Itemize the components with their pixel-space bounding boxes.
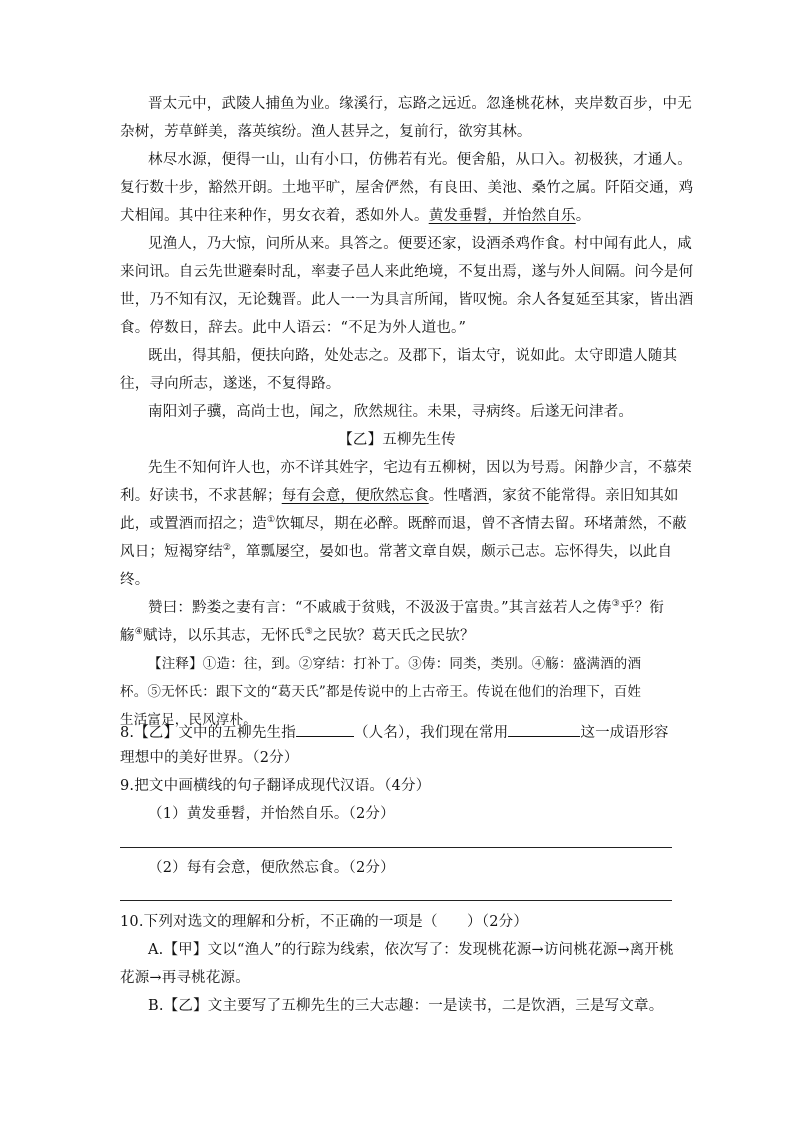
underlined-sentence-1: 黄发垂髫，并怡然自乐: [428, 208, 576, 224]
q8-line2: 理想中的美好世界。（2分）: [120, 750, 299, 766]
q8-text-a: 8.【乙】文中的五柳先生指: [120, 725, 296, 741]
yi-p2-line2: [120, 626, 475, 646]
yi-p2-line1-text: 赞曰：黔娄之妻有言：“不戚戚于贫贱，不汲汲于富贵。”其言兹若人之俦: [148, 600, 612, 616]
yi-p1-line2-end: 。性嗜酒，家贫不能常得。亲旧知其如: [428, 488, 679, 504]
yi-p2-line2-mid: 赋诗，以乐其志，无怀氏: [142, 628, 305, 644]
jia-p5: 南阳刘子骥，高尚士也，闻之，欣然规往。未果，寻病终。后遂无问津者。: [148, 404, 634, 420]
yi-p2-line2-end: 之民欤？葛天氏之民欤？: [312, 628, 475, 644]
q9-sub1: （1）黄发垂髫，并怡然自乐。（2分）: [148, 806, 395, 822]
q9-sub2: （2）每有会意，便欣然忘食。（2分）: [148, 860, 395, 876]
jia-p3-line3: 世，乃不知有汉，无论魏晋。此人一一为具言所闻，皆叹惋。余人各复延至其家，皆出酒: [120, 292, 694, 308]
jia-p2-line2: 复行数十步，豁然开朗。土地平旷，屋舍俨然，有良田、美池、桑竹之属。阡陌交通，鸡: [120, 180, 694, 196]
jia-p1-line1: 晋太元中，武陵人捕鱼为业。缘溪行，忘路之远近。忽逢桃花林，夹岸数百步，中无: [148, 96, 692, 112]
q10-stem: 10.下列对选文的理解和分析，不正确的一项是（ ）（2分）: [120, 914, 529, 930]
jia-p2-line1: 林尽水源，便得一山，山有小口，仿佛若有光。便舍船，从口入。初极狭，才通人。: [148, 152, 692, 168]
yi-p1-line1: 先生不知何许人也，亦不详其姓字，宅边有五柳树，因以为号焉。闲静少言，不慕荣: [148, 460, 692, 476]
jia-p2-line3-end: 。: [575, 208, 591, 224]
q10-option-a-line1: A.【甲】文以“渔人”的行踪为线索，依次写了：发现桃花源→访问桃花源→离开桃: [148, 942, 674, 958]
q8-blank-idiom[interactable]: [508, 722, 580, 737]
jia-p2-line3-text: 犬相闻。其中往来种作，男女衣着，悉如外人。: [120, 208, 429, 224]
yi-p1-line3: [120, 514, 687, 534]
q8-line1: [120, 722, 669, 743]
yi-title: 【乙】五柳先生传: [338, 432, 456, 448]
note-mark-4: ④: [134, 627, 143, 638]
yi-p2-line1-end: 乎？衔: [619, 600, 665, 616]
notes-line1: 【注释】①造：往，到。②穿结：打补丁。③俦：同类，类别。④觞：盛满酒的酒: [148, 656, 642, 672]
q9-answer-line-1[interactable]: [120, 847, 672, 848]
q8-text-b: （人名），我们现在常用: [353, 725, 509, 741]
q9-stem: 9.把文中画横线的句子翻译成现代汉语。（4分）: [120, 778, 431, 794]
note-mark-3: ③: [611, 599, 620, 610]
jia-p3-line2: 来问讯。自云先世避秦时乱，率妻子邑人来此绝境，不复出焉，遂与外人间隔。问今是何: [120, 264, 694, 280]
q8-blank-name[interactable]: [296, 722, 354, 737]
underlined-sentence-2: 每有会意，便欣然忘食: [281, 488, 429, 504]
note-mark-1: ①: [267, 515, 276, 526]
notes-line3: 生活富足，民风淳朴。: [120, 712, 257, 728]
q10-option-b: B.【乙】文主要写了五柳先生的三大志趣：一是读书，二是饮酒，三是写文章。: [148, 998, 664, 1014]
q10-option-a-line2: 花源→再寻桃花源。: [120, 970, 250, 986]
jia-p1-line2: 杂树，芳草鲜美，落英缤纷。渔人甚异之，复前行，欲穷其林。: [120, 124, 532, 140]
yi-p1-line4-end: ，箪瓢屡空，晏如也。常著文章自娱，颇示己志。忘怀得失，以此自: [231, 544, 673, 560]
yi-p1-line4: [120, 542, 672, 562]
yi-p1-line2-text: 利。好读书，不求甚解；: [120, 488, 282, 504]
jia-p3-line4: 食。停数日，辞去。此中人语云：“不足为外人道也。”: [120, 320, 467, 336]
yi-p1-line4-text: 风日；短褐穿结: [120, 544, 223, 560]
notes-line2: 杯。⑤无怀氏：跟下文的“葛天氏”都是传说中的上古帝王。传说在他们的治理下，百姓: [120, 684, 642, 700]
jia-p3-line1: 见渔人，乃大惊，问所从来。具答之。便要还家，设酒杀鸡作食。村中闻有此人，咸: [148, 236, 692, 252]
yi-p1-line3-end: 饮辄尽，期在必醉。既醉而退，曾不吝情去留。环堵萧然，不蔽: [275, 516, 687, 532]
yi-p1-line2: [120, 486, 679, 506]
note-mark-2: ②: [222, 543, 232, 554]
q8-text-c: 这一成语形容: [580, 725, 669, 741]
yi-p2-line1: [148, 598, 664, 618]
yi-p2-line2-text: 觞: [120, 628, 135, 644]
note-mark-5: ⑤: [304, 627, 313, 638]
jia-p4-line2: 往，寻向所志，遂迷，不复得路。: [120, 376, 341, 392]
yi-p1-line5: 终。: [120, 572, 150, 588]
jia-p2-line3: [120, 206, 590, 226]
q9-answer-line-2[interactable]: [120, 900, 672, 901]
yi-p1-line3-text: 此，或置酒而招之；造: [120, 516, 267, 532]
jia-p4-line1: 既出，得其船，便扶向路，处处志之。及郡下，诣太守，说如此。太守即遣人随其: [148, 348, 678, 364]
